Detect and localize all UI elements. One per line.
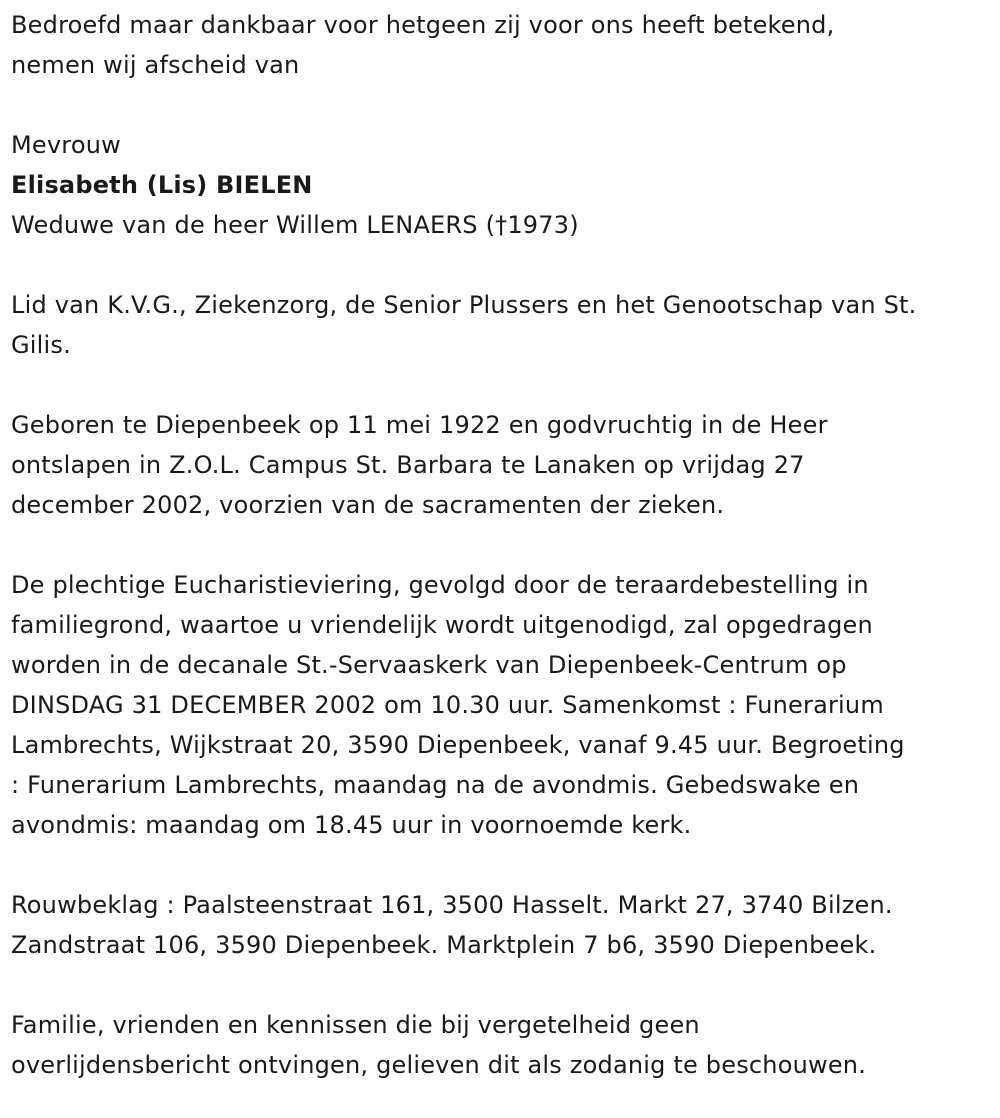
condolences-text: Rouwbeklag : Paalsteenstraat 161, 3500 Hasselt. Markt 27, 3740 Bilzen. Zandstraat 106, 3590 Diepenbeek. Marktplein 7 b6, 3590 Diepenbeek. xyxy=(11,891,893,959)
spacer xyxy=(11,845,991,885)
spacer xyxy=(11,525,991,565)
membership-text: Lid van K.V.G., Ziekenzorg, de Senior Plussers en het Genootschap van St. Gilis. xyxy=(11,291,917,359)
intro-text: Bedroefd maar dankbaar voor hetgeen zij voor ons heeft betekend, nemen wij afscheid van xyxy=(11,11,835,79)
ceremony-text: De plechtige Eucharistieviering, gevolgd door de teraardebestelling in familiegrond, waartoe u vriendelijk wordt uitgenodigd, zal opgedragen worden in de decanale St.-Servaaskerk van Diepenbeek-Centrum op DINSDAG 31 DECEMBER 2002 om 10.30 uur. Samenkomst : Funerarium Lambrechts, Wijkstraat 20, 3590 Diepenbeek, vanaf 9.45 uur. Begroeting : Funerarium Lambrechts, maandag na de avondmis. Gebedswake en avondmis: maandag om 18.45 uur in voornoemde kerk. xyxy=(11,571,905,839)
birth-death-text: Geboren te Diepenbeek op 11 mei 1922 en godvruchtig in de Heer ontslapen in Z.O.L. Campus St. Barbara te Lanaken op vrijdag 27 december 2002, voorzien van de sacramenten der zieken. xyxy=(11,411,828,519)
deceased-name: Elisabeth (Lis) BIELEN xyxy=(11,171,313,199)
obituary-notice xyxy=(11,5,991,1085)
spacer xyxy=(11,965,991,1005)
spacer xyxy=(11,365,991,405)
spacer xyxy=(11,245,991,285)
widow-of-text: Weduwe van de heer Willem LENAERS (†1973) xyxy=(11,211,579,239)
salutation: Mevrouw xyxy=(11,131,121,159)
closing-text: Familie, vrienden en kennissen die bij vergetelheid geen overlijdensbericht ontvingen, gelieven dit als zodanig te beschouwen. xyxy=(11,1011,867,1079)
spacer xyxy=(11,85,991,125)
